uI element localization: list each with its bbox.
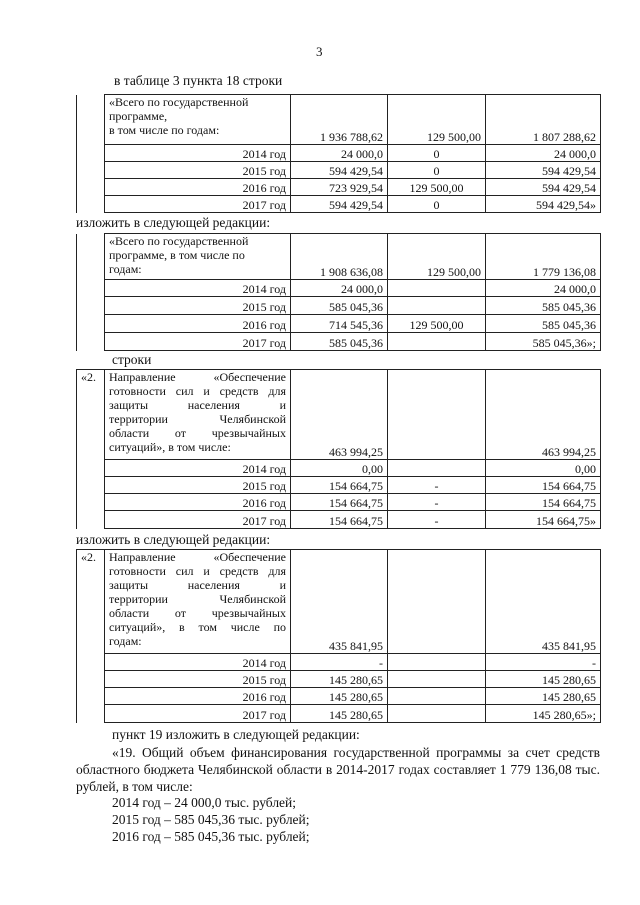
row-label: Направление «Обеспечение готовности сил и средств для защиты населения и территории Челябинской области от чрезвычайных ситуаций», в том числе по годам: <box>105 550 291 654</box>
table-row: 2017 год 154 664,75 - 154 664,75» <box>77 511 601 529</box>
list-item: 2014 год – 24 000,0 тыс. рублей; <box>112 795 297 810</box>
replace-text-1: изложить в следующей редакции: <box>76 215 271 230</box>
table-row: 2016 год 723 929,54 129 500,00 594 429,54 <box>77 179 601 196</box>
table-row: «2. Направление «Обеспечение готовности сил и средств для защиты населения и территории Челябинской области от чрезвычайных ситуаций», в том числе по годам: 435 841,95 435 841,95 <box>77 550 601 654</box>
table-row: 2015 год 145 280,65 145 280,65 <box>77 671 601 688</box>
table-row: 2017 год 585 045,36 585 045,36»; <box>77 333 601 351</box>
list-item: 2016 год – 585 045,36 тыс. рублей; <box>112 829 310 844</box>
table-row: «Всего по государственной программе, в том числе по годам: 1 936 788,62 129 500,00 1 807 288,62 <box>77 95 601 145</box>
table-direction-new <box>76 549 601 723</box>
table-row: 2015 год 585 045,36 585 045,36 <box>77 297 601 315</box>
point19-text: пункт 19 изложить в следующей редакции: <box>112 727 360 742</box>
table-row: 2016 год 145 280,65 145 280,65 <box>77 688 601 705</box>
rows-word: строки <box>112 352 152 367</box>
row-label: Направление «Обеспечение готовности сил и средств для защиты населения и территории Челябинской области от чрезвычайных ситуаций», в том числе: <box>105 370 291 460</box>
table-row: 2015 год 594 429,54 0 594 429,54 <box>77 162 601 179</box>
page-number: 3 <box>316 44 323 59</box>
table-row: 2015 год 154 664,75 - 154 664,75 <box>77 477 601 494</box>
table-program-new <box>76 233 601 351</box>
table-row: «Всего по государственной программе, в том числе по годам: 1 908 636,08 129 500,00 1 779 136,08 <box>77 234 601 280</box>
intro-text: в таблице 3 пункта 18 строки <box>114 73 283 88</box>
table-row: 2017 год 145 280,65 145 280,65»; <box>77 705 601 723</box>
paragraph-19: «19. Общий объем финансирования государственной программы за счет средств областного бюджета Челябинской области в 2014-2017 годах составляет 1 779 136,08 тыс. рублей, в том числе: <box>76 745 600 794</box>
table-row: 2014 год 24 000,0 0 24 000,0 <box>77 145 601 162</box>
row-label: «Всего по государственной программе, в том числе по годам: <box>105 234 291 280</box>
table-row: 2016 год 714 545,36 129 500,00 585 045,36 <box>77 315 601 333</box>
table-row: 2014 год 24 000,0 24 000,0 <box>77 280 601 297</box>
row-label: «Всего по государственной программе, в том числе по годам: <box>105 95 291 145</box>
list-item: 2015 год – 585 045,36 тыс. рублей; <box>112 812 310 827</box>
replace-text-2: изложить в следующей редакции: <box>76 532 271 547</box>
table-program-old <box>76 94 601 213</box>
table-row: 2014 год 0,00 0,00 <box>77 460 601 477</box>
table-row: 2016 год 154 664,75 - 154 664,75 <box>77 494 601 511</box>
table-row: «2. Направление «Обеспечение готовности сил и средств для защиты населения и территории Челябинской области от чрезвычайных ситуаций», в том числе: 463 994,25 463 994,25 <box>77 370 601 460</box>
table-row: 2014 год - - <box>77 654 601 671</box>
table-direction-old <box>76 369 601 529</box>
table-row: 2017 год 594 429,54 0 594 429,54» <box>77 196 601 213</box>
